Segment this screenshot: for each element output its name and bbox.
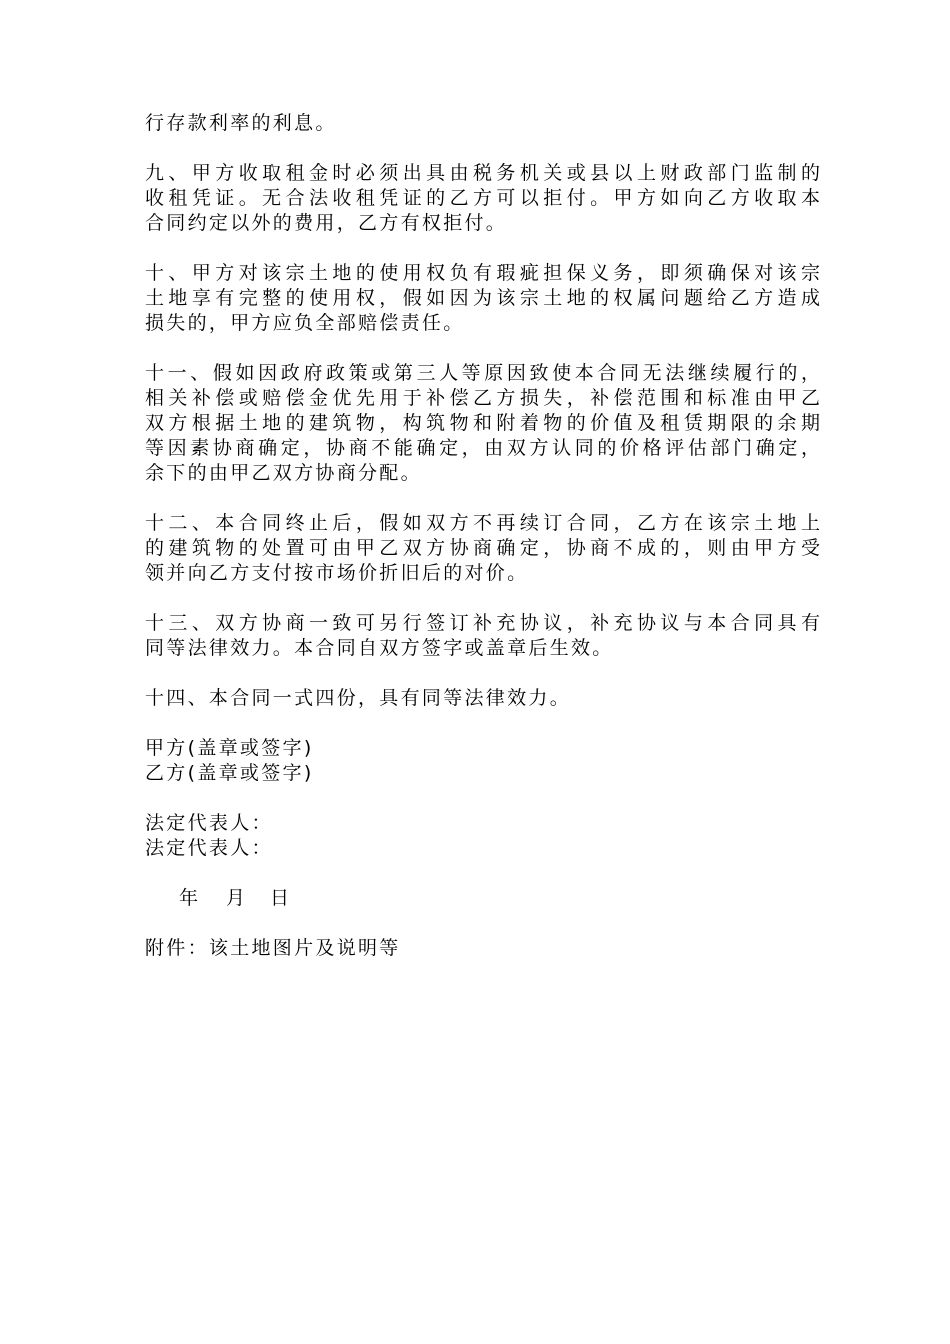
text-line: 损失的，甲方应负全部赔偿责任。 bbox=[145, 312, 465, 334]
text-line: 行存款利率的利息。 bbox=[145, 112, 337, 134]
text-line: 十一、假如因政府政策或第三人等原因致使本合同无法继续履行的， bbox=[145, 362, 820, 384]
date-month: 月 bbox=[226, 887, 248, 909]
signing-date bbox=[145, 886, 820, 911]
text-line: 余下的由甲乙双方协商分配。 bbox=[145, 462, 422, 484]
party-b-representative: 法定代表人： bbox=[145, 837, 273, 859]
clause-9 bbox=[145, 161, 820, 236]
text-line: 十二、本合同终止后，假如双方不再续订合同，乙方在该宗土地上 bbox=[145, 512, 820, 534]
clause-14 bbox=[145, 686, 820, 711]
text-line: 的建筑物的处置可由甲乙双方协商确定，协商不成的，则由甲方受 bbox=[145, 537, 820, 559]
text-line: 相关补偿或赔偿金优先用于补偿乙方损失，补偿范围和标准由甲乙 bbox=[145, 387, 820, 409]
text-line: 十、甲方对该宗土地的使用权负有瑕疵担保义务，即须确保对该宗 bbox=[145, 262, 820, 284]
date-year: 年 bbox=[179, 887, 201, 909]
text-line: 收租凭证。无合法收租凭证的乙方可以拒付。甲方如向乙方收取本 bbox=[145, 187, 820, 209]
text-line: 十三、双方协商一致可另行签订补充协议，补充协议与本合同具有 bbox=[145, 612, 820, 634]
text-line: 十四、本合同一式四份，具有同等法律效力。 bbox=[145, 687, 572, 709]
party-a-signature: 甲方(盖章或签字) bbox=[145, 737, 314, 759]
party-a-representative: 法定代表人： bbox=[145, 812, 273, 834]
party-b-signature: 乙方(盖章或签字) bbox=[145, 762, 314, 784]
text-line: 领并向乙方支付按市场价折旧后的对价。 bbox=[145, 562, 529, 584]
text-line: 双方根据土地的建筑物，构筑物和附着物的价值及租赁期限的余期 bbox=[145, 412, 820, 434]
clause-13 bbox=[145, 611, 820, 661]
clause-12 bbox=[145, 511, 820, 586]
signature-representatives bbox=[145, 811, 820, 861]
text-line: 合同约定以外的费用，乙方有权拒付。 bbox=[145, 212, 508, 234]
contract-page bbox=[145, 111, 820, 986]
text-line: 九、甲方收取租金时必须出具由税务机关或县以上财政部门监制的 bbox=[145, 162, 820, 184]
text-line: 同等法律效力。本合同自双方签字或盖章后生效。 bbox=[145, 637, 614, 659]
clause-11 bbox=[145, 361, 820, 486]
signature-parties bbox=[145, 736, 820, 786]
attachment-note bbox=[145, 936, 820, 961]
paragraph-interest-tail bbox=[145, 111, 820, 136]
attachment-line: 附件：该土地图片及说明等 bbox=[145, 937, 401, 959]
clause-10 bbox=[145, 261, 820, 336]
date-line bbox=[145, 886, 820, 911]
text-line: 等因素协商确定，协商不能确定，由双方认同的价格评估部门确定， bbox=[145, 437, 820, 459]
text-line: 土地享有完整的使用权，假如因为该宗土地的权属问题给乙方造成 bbox=[145, 287, 820, 309]
date-day: 日 bbox=[270, 887, 292, 909]
